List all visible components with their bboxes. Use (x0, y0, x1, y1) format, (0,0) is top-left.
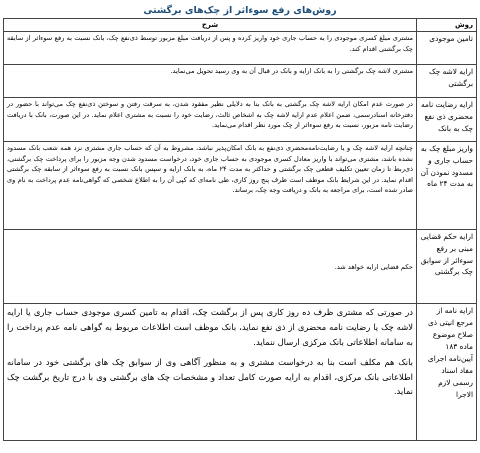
row-method: واریز مبلغ چک به حساب جاری و مسدود نمودن آن به مدت ۲۴ ماه (417, 142, 477, 230)
table-row (4, 65, 477, 98)
table-row (4, 98, 477, 142)
row-description-paragraph: بانک هم مکلف است بنا به درخواست مشتری و به منظور آگاهی وی از سوابق چک های برگشتی خود در سامانه اطلاعاتی بانک مرکزی، اقدام به ارایه صورت کامل تعداد و مشخصات چک های برگشتی وی با درج تاریخ برگشت چک نماید. (7, 357, 413, 397)
row-description (4, 230, 417, 304)
row-method: ارایه رضایت نامه محضری ذی نفع چک به بانک (417, 98, 477, 142)
row-method: ارایه حکم قضایی مبنی بر رفع سوءاثر از سوابق چک برگشتی (417, 230, 477, 304)
row-description: چنانچه ارایه لاشه چک و یا رضایت‌نامه‌محضری ذی‌نفع به بانک امکان‌پذیر نباشد، مشروط به آن که حساب جاری مشتری نزد همه شعب بانک مسدود نشده باشد، مشتری می‌تواند با واریز معادل کسری موجودی به حساب جاری خود، درخواست مسدود شدن وجه مزبور را برای پرداخت چک برگشتی، ذی‌ربط تا زمان تعیین تکلیف قطعی چک برگشتی و حداکثر به مدت ۲۴ ماه، به بانک ارایه و سپس بانک نسبت به رفع سوءاثر از سابقه چک برگشتی اقدام نماید. در این شرایط بانک موظف است ظرف پنج روز کاری، طی نامه‌ای که کپی آن را به اطلاع شخصی که گواهی‌نامه عدم پرداخت به نام وی صادر شده است، برای مراجعه به بانک و دریافت وجه چک، برساند. (4, 142, 417, 230)
row-description-text: حکم قضایی ارایه خواهد شد. (334, 262, 413, 271)
row-description (4, 304, 417, 441)
table-row (4, 32, 477, 65)
table-row (4, 230, 477, 304)
header-description: شرح (4, 19, 417, 32)
row-method: تامین موجودی (417, 32, 477, 65)
row-description: مشتری لاشه چک برگشتی را به بانک ارایه و بانک در قبال آن به وی رسید تحویل می‌نماید. (4, 65, 417, 98)
row-method: ارایه لاشه چک برگشتی (417, 65, 477, 98)
methods-table (3, 18, 477, 441)
row-description: در صورت عدم امکان ارایه لاشه چک برگشتی به بانک بنا به دلایلی نظیر مفقود شدن، به سرقت رفتن و سوختن ذی‌نفع چک می‌تواند با حضور در دفترخانه اسنادرسمی، ضمن اعلام عدم ارایه لاشه چک به اشخاص ثالث، رضایت خود را نسبت به مشتری اعلام نماید. در این صورت، بانک با دریافت رضایت نامه مزبور، نسبت به رفع سوءاثر از چک مورد نظر اقدام می‌نماید. (4, 98, 417, 142)
header-method: روش (417, 19, 477, 32)
table-row (4, 304, 477, 441)
row-description: مشتری مبلغ کسری موجودی را به حساب جاری خود واریز کرده و پس از دریافت مبلغ مزبور توسط ذی‌نفع چک، بانک نسبت به رفع سوءاثر از سابقه چک برگشتی اقدام کند. (4, 32, 417, 65)
row-description-paragraph: در صورتی که مشتری ظرف ده روز کاری پس از برگشت چک، اقدام به تامین کسری موجودی حساب جاری یا ارایه لاشه چک یا رضایت نامه محضری از ذی نفع نماید، بانک موظف است اطلاعات مربوط به گواهی نامه عدم پرداخت را به سامانه اطلاعاتی بانک مرکزی ارسال ننماید. (7, 307, 413, 347)
page-title: روش‌های رفع سوءاثر از چک‌های برگشتی (143, 5, 337, 16)
table-header-row (4, 19, 477, 32)
table-row (4, 142, 477, 230)
row-method: ارایه نامه از مرجع انیتی ذی صلاح موضوع ماده ۱۸۳ آیین‌نامه اجرای مفاد اسناد رسمی لازم الاجرا (417, 304, 477, 441)
